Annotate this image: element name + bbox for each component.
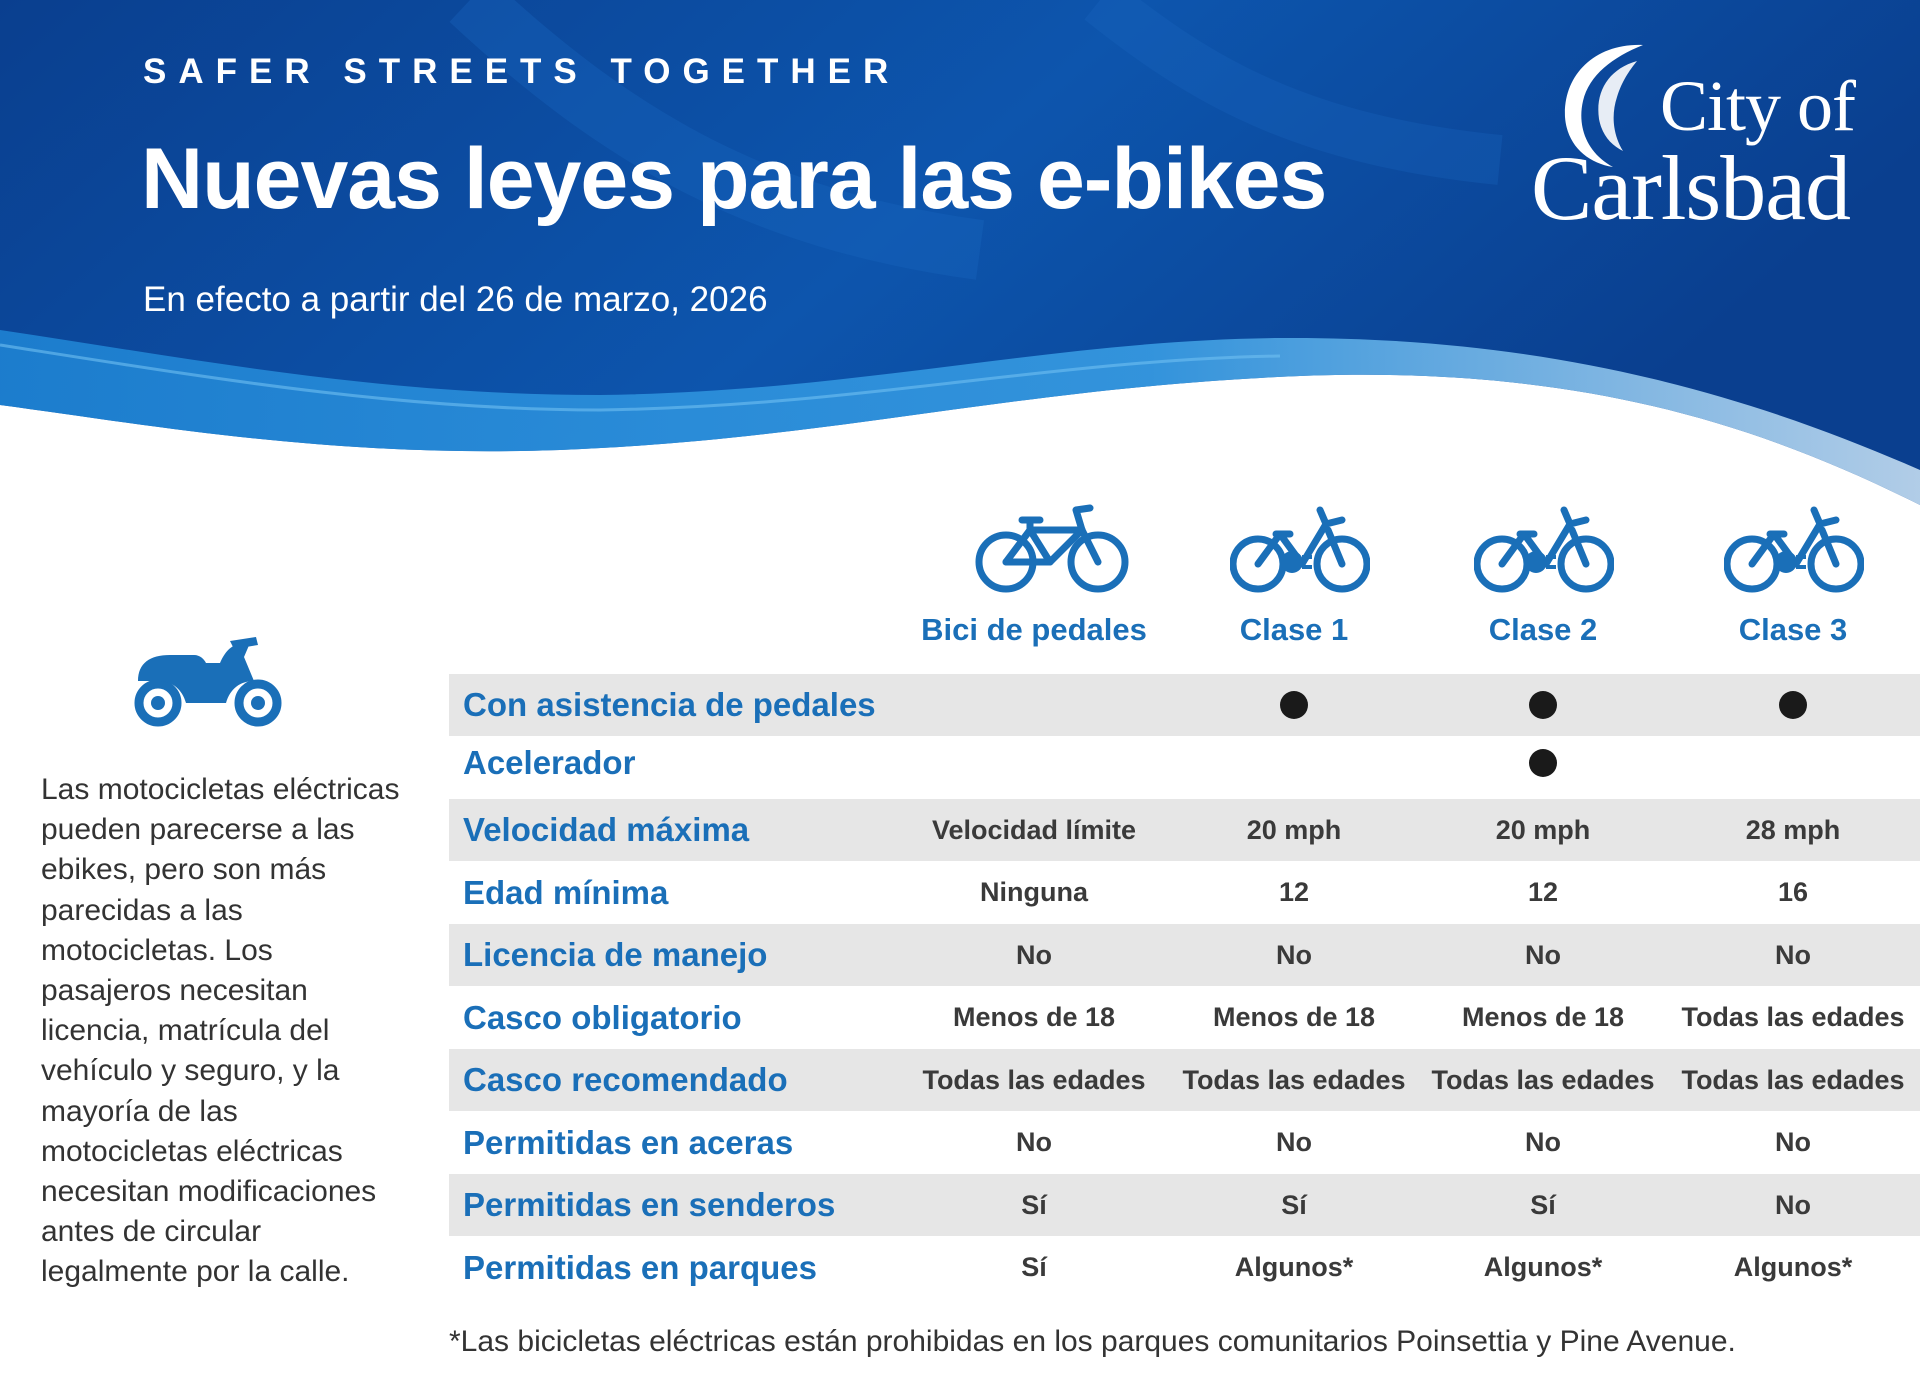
table-cell: 16 (1777, 877, 1809, 907)
table-cell (1169, 736, 1419, 790)
table-cell: 20 mph (1246, 814, 1342, 845)
table-cell: Algunos* (1483, 1252, 1603, 1282)
table-cell: 12 (1527, 877, 1559, 907)
e-bike-icon-class-2 (1474, 500, 1614, 596)
row-label: Permitidas en parques (463, 1248, 817, 1286)
kicker: SAFER STREETS TOGETHER (143, 52, 901, 91)
table-cell (1169, 674, 1419, 736)
table-row (449, 861, 1920, 924)
table-row (449, 1111, 1920, 1174)
table-cell: 12 (1278, 877, 1310, 907)
column-header-class-3: Clase 3 (1738, 612, 1848, 647)
table-cell: Sí (1281, 1189, 1307, 1220)
yes-dot-icon (1779, 691, 1807, 719)
table-cell: Sí (1021, 1189, 1047, 1220)
yes-dot-icon (1529, 749, 1557, 777)
table-cell: No (1276, 939, 1312, 970)
logo-text-line1: City of (1660, 66, 1856, 146)
table-row (449, 674, 1920, 736)
row-label: Con asistencia de pedales (463, 686, 876, 723)
row-label: Acelerador (463, 744, 636, 781)
table-cell (1668, 736, 1918, 790)
row-label: Casco recomendado (463, 1061, 788, 1098)
table-cell: No (1775, 939, 1811, 970)
row-label: Velocidad máxima (463, 811, 750, 848)
table-cell (909, 674, 1159, 736)
table-cell: No (1016, 939, 1052, 970)
table-row (449, 1049, 1920, 1111)
table-cell: Todas las edades (1431, 1064, 1655, 1095)
table-cell: Todas las edades (922, 1064, 1146, 1095)
table-row (449, 736, 1920, 790)
footnote: *Las bicicletas eléctricas están prohibidas en los parques comunitarios Poinsettia y Pine Avenue. (449, 1325, 1736, 1358)
row-label: Casco obligatorio (463, 998, 742, 1036)
yes-dot-icon (1529, 691, 1557, 719)
row-label: Licencia de manejo (463, 936, 768, 973)
table-cell: No (1276, 1127, 1312, 1157)
e-bike-icon-class-1 (1230, 500, 1370, 596)
table-cell (1418, 736, 1668, 790)
table-cell: Menos de 18 (952, 1002, 1116, 1032)
table-cell: Ninguna (980, 877, 1088, 907)
city-logo (1525, 35, 1895, 239)
column-header-class-1: Clase 1 (1239, 612, 1349, 647)
table-cell: Menos de 18 (1461, 1002, 1625, 1032)
table-cell: No (1775, 1189, 1811, 1220)
row-label: Permitidas en senderos (463, 1186, 836, 1223)
logo-text-line2: Carlsbad (1531, 137, 1851, 239)
table-cell: 28 mph (1745, 814, 1841, 845)
table-cell: 20 mph (1495, 814, 1591, 845)
table-cell: No (1525, 1127, 1561, 1157)
column-header-pedal-bike: Bici de pedales (921, 612, 1147, 647)
effective-date: En efecto a partir del 26 de marzo, 2026 (143, 280, 768, 319)
column-header-class-2: Clase 2 (1488, 612, 1598, 647)
table-cell: Algunos* (1234, 1252, 1354, 1282)
table-cell: Menos de 18 (1212, 1002, 1376, 1032)
table-cell: Velocidad límite (931, 814, 1137, 845)
table-cell: Sí (1530, 1189, 1556, 1220)
table-cell: No (1525, 939, 1561, 970)
table-cell: Sí (1021, 1252, 1047, 1282)
table-row (449, 799, 1920, 861)
table-row (449, 986, 1920, 1049)
table-row (449, 1174, 1920, 1236)
table-row (449, 1236, 1920, 1299)
table-cell: No (1775, 1127, 1811, 1157)
yes-dot-icon (1280, 691, 1308, 719)
row-label: Permitidas en aceras (463, 1123, 794, 1161)
row-label: Edad mínima (463, 873, 669, 911)
table-cell (909, 736, 1159, 790)
table-cell: Algunos* (1733, 1252, 1853, 1282)
table-cell (1668, 674, 1918, 736)
table-cell: Todas las edades (1681, 1002, 1905, 1032)
motorcycle-icon (130, 633, 286, 733)
table-cell (1418, 674, 1668, 736)
page-title: Nuevas leyes para las e-bikes (141, 131, 1327, 227)
motorcycle-note: Las motocicletas eléctricas pueden parecerse a las ebikes, pero son más parecidas a las motocicletas. Los pasajeros necesitan licencia, matrícula del vehículo y seguro, y la mayoría de las motocicletas eléctricas necesitan modificaciones antes de circular legalmente por la calle. (41, 773, 400, 1289)
table-cell: Todas las edades (1182, 1064, 1406, 1095)
table-row (449, 924, 1920, 986)
bicycle-icon (974, 500, 1130, 596)
e-bike-icon-class-3 (1724, 500, 1864, 596)
table-cell: No (1016, 1127, 1052, 1157)
table-cell: Todas las edades (1681, 1064, 1905, 1095)
